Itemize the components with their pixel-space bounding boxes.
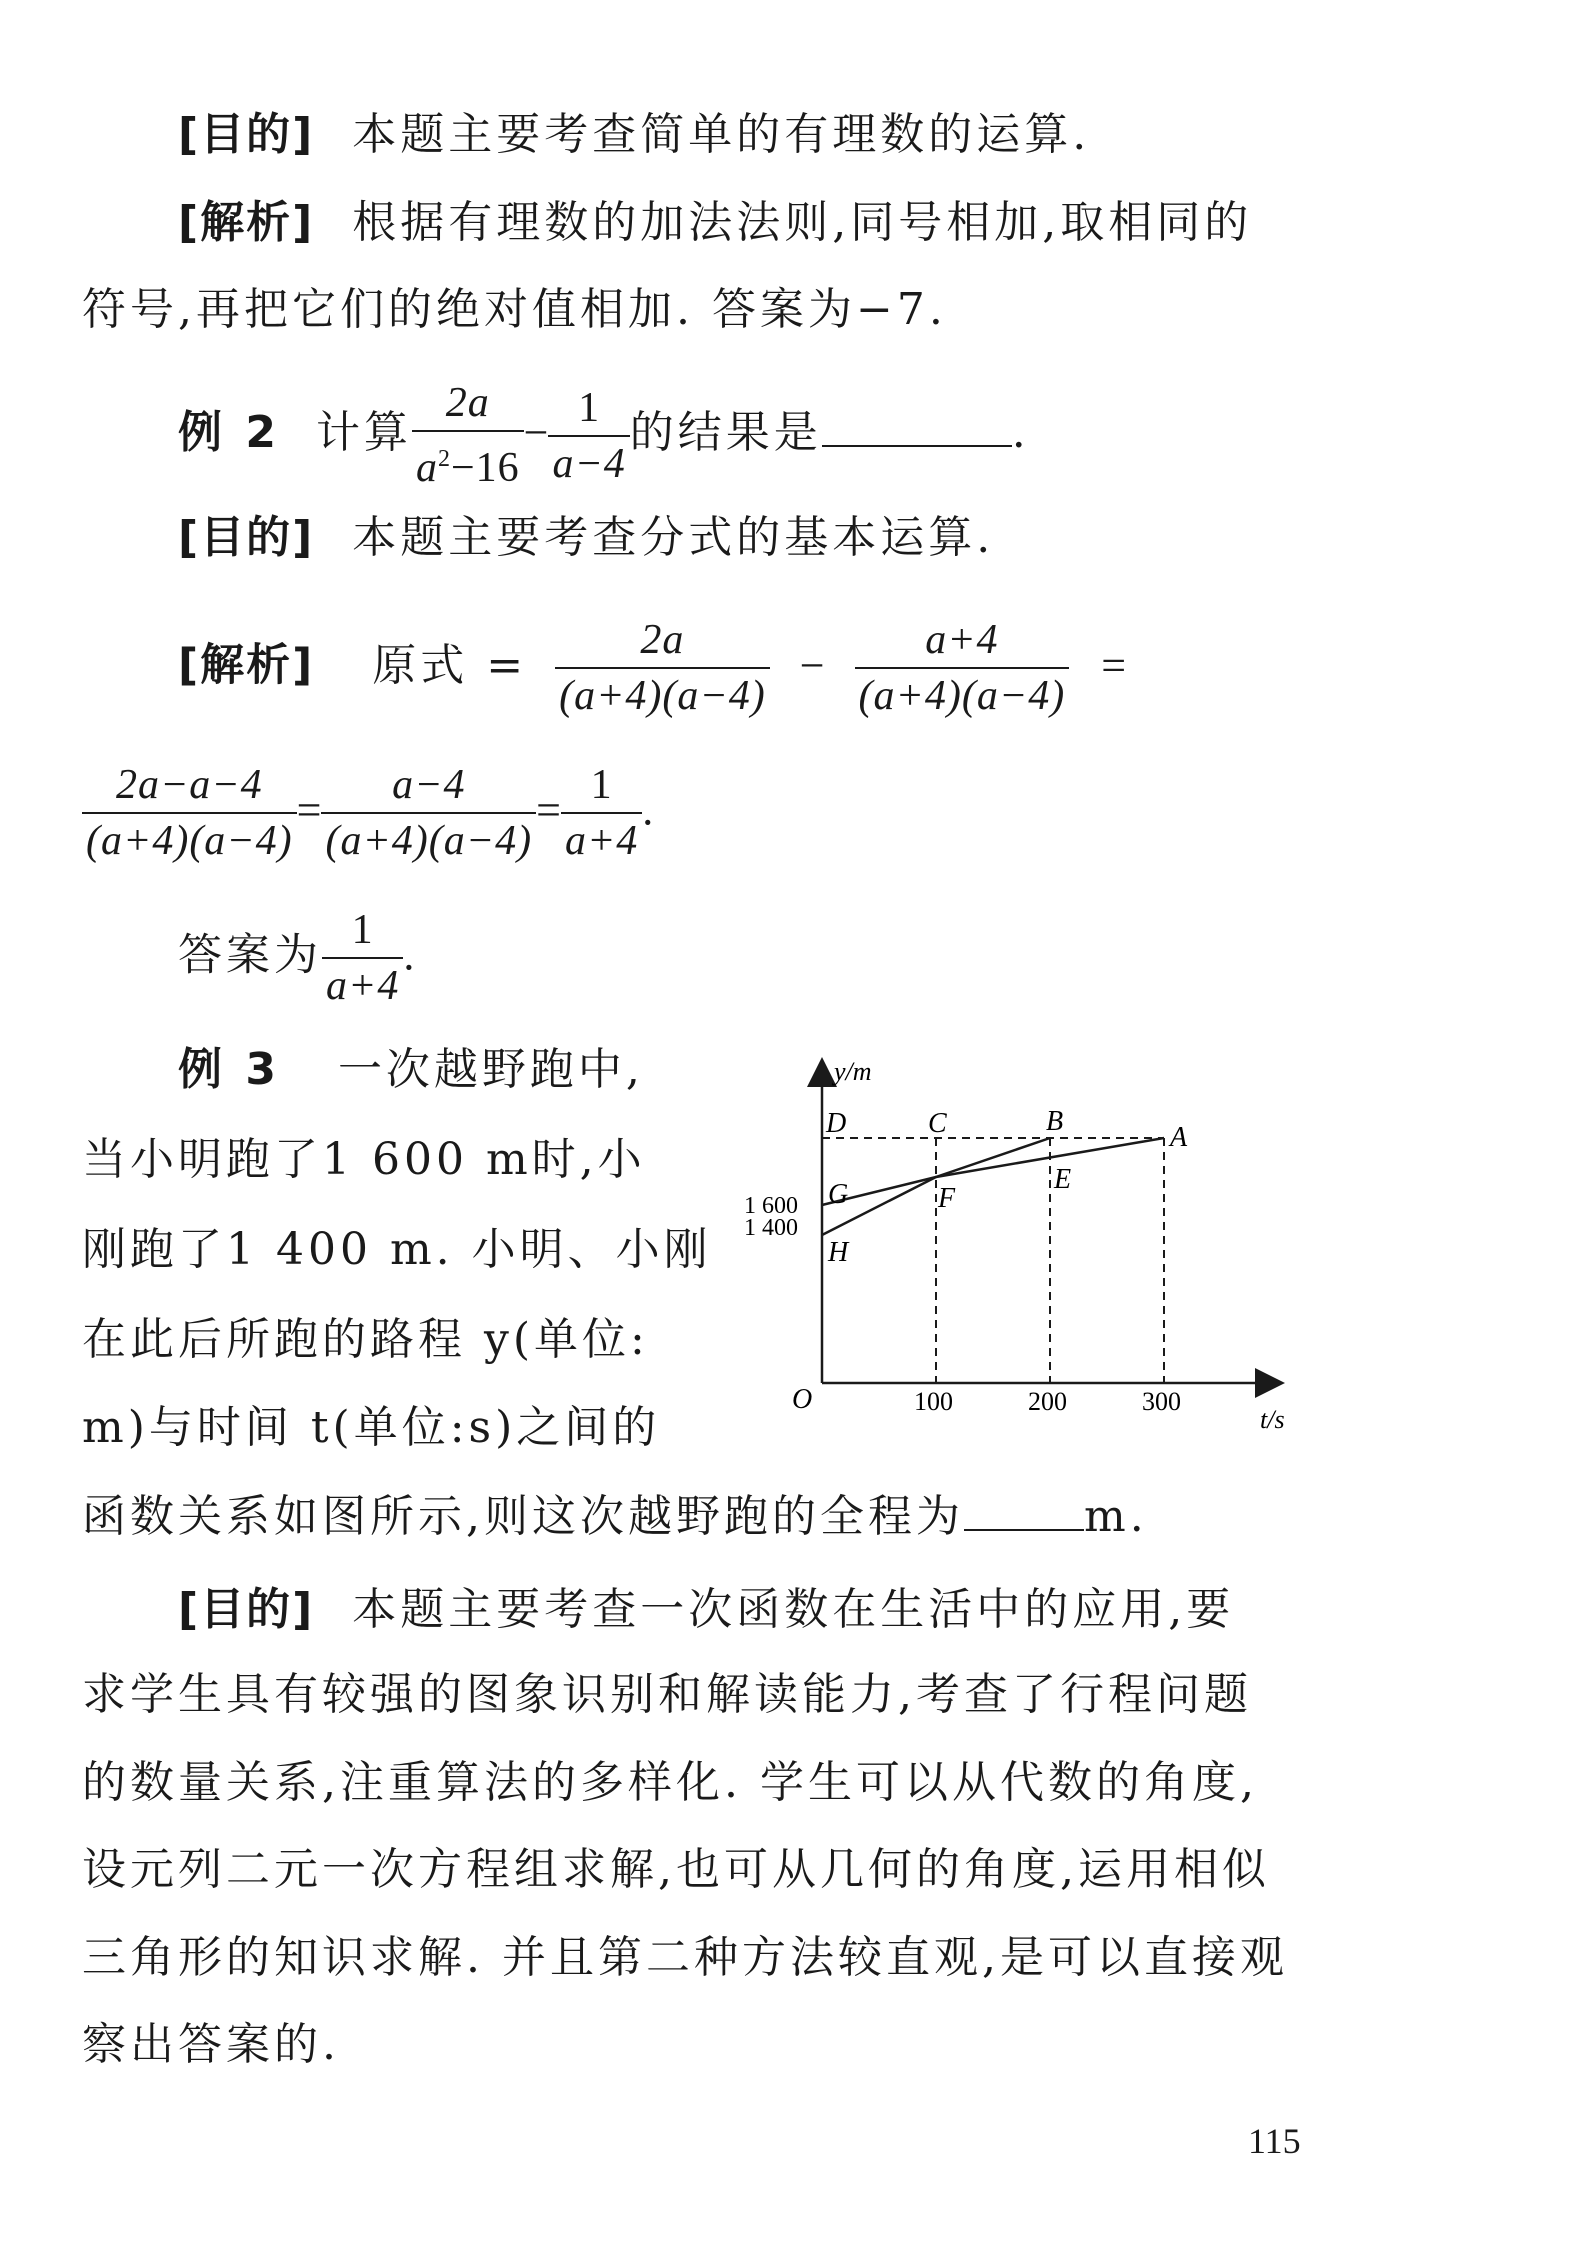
den-a: a [415, 445, 438, 491]
ex3-purpose-line2: 求学生具有较强的图象识别和解读能力,考查了行程问题 [82, 1669, 1252, 1720]
frac-denominator: a−4 [552, 440, 626, 487]
equals-sign: = [536, 785, 561, 835]
frac-denominator: (a+4)(a−4) [325, 818, 533, 864]
distance-time-graph [740, 1050, 1300, 1450]
minus-sign: − [523, 408, 549, 457]
purpose-text: 本题主要考查一次函数在生活中的应用,要 [352, 1584, 1235, 1635]
purpose-tag: [目的] [178, 109, 315, 160]
example2-period: . [1011, 407, 1030, 458]
purpose-tag: [目的] [178, 512, 315, 563]
step2-fraction-1 [82, 760, 297, 866]
step2-fraction-3 [561, 760, 642, 866]
ex3-line1 [178, 1040, 644, 1100]
point-label-f: F [938, 1183, 956, 1214]
point-label-a: A [1170, 1122, 1188, 1153]
x-axis-label: t/s [1260, 1405, 1285, 1434]
analysis-text: 根据有理数的加法法则,同号相加,取相同的 [352, 197, 1253, 248]
series-line-1 [822, 1138, 1164, 1205]
y-tick-label: 1 600 [744, 1193, 798, 1219]
point-label-h: H [828, 1237, 849, 1268]
answer-blank [964, 1485, 1084, 1531]
ex2-purpose [178, 508, 994, 568]
frac-denominator: a+4 [326, 963, 400, 1009]
purpose-text: 本题主要考查分式的基本运算. [352, 512, 995, 563]
point-label-d: D [826, 1108, 847, 1139]
fraction-1-over-a-4 [548, 383, 629, 489]
answer-prefix: 答案为 [178, 929, 322, 981]
ex3-line2: 当小明跑了1 600 m时,小 [82, 1134, 646, 1185]
ex3-line6-text: 函数关系如图所示,则这次越野跑的全程为 [82, 1491, 964, 1542]
step1-fraction-1 [555, 615, 770, 721]
equals-sign: = [1101, 640, 1127, 690]
analysis-tag: [解析] [178, 197, 315, 248]
den-rest: −16 [450, 445, 520, 491]
frac-numerator: a−4 [321, 760, 536, 814]
y-tick-label: 1 400 [744, 1215, 798, 1241]
answer-blank [822, 401, 1012, 447]
frac-numerator: 2a [555, 615, 770, 669]
minus-sign: − [799, 640, 825, 690]
origin-label: O [792, 1384, 813, 1415]
example2-question [178, 378, 1030, 493]
example2-prompt: 计算 [315, 407, 412, 458]
frac-denominator: (a+4)(a−4) [86, 818, 293, 864]
s1-analysis-line1 [178, 193, 1252, 253]
example2-suffix: 的结果是 [629, 407, 822, 458]
ex3-purpose-line6: 察出答案的. [82, 2019, 340, 2070]
purpose-text: 本题主要考查简单的有理数的运算. [352, 109, 1091, 160]
step1-fraction-2 [855, 615, 1070, 721]
analysis-tag: [解析] [178, 639, 315, 691]
example2-label: 例 2 [178, 407, 280, 458]
point-label-c: C [928, 1108, 947, 1139]
s1-purpose [178, 105, 1090, 165]
ex3-line4: 在此后所跑的路程 y(单位: [82, 1314, 649, 1365]
ex3-line3: 刚跑了1 400 m. 小明、小刚 [82, 1224, 712, 1275]
answer-fraction [322, 905, 403, 1011]
frac-denominator [412, 432, 524, 493]
ex3-line6 [82, 1485, 1148, 1547]
frac-denominator: (a+4)(a−4) [858, 673, 1066, 719]
point-label-b: B [1046, 1106, 1064, 1137]
analysis-lead: 原式 = [372, 639, 528, 691]
frac-numerator: 1 [548, 383, 629, 437]
ex3-line5: m)与时间 t(单位:s)之间的 [82, 1402, 661, 1453]
point-label-g: G [828, 1179, 849, 1210]
example3-label: 例 3 [178, 1044, 280, 1095]
ex3-purpose-line3: 的数量关系,注重算法的多样化. 学生可以从代数的角度, [82, 1757, 1258, 1808]
ex3-purpose-line5: 三角形的知识求解. 并且第二种方法较直观,是可以直接观 [82, 1932, 1288, 1983]
ex2-analysis-line2: $\frac{2a-a-4}{(a+4)(a-4)}$ = $\frac{a-4}{(a+4)(a-4)}$ = $\frac{1}{a+4}$ . [82, 760, 653, 866]
ex2-analysis-line1 [178, 615, 1126, 721]
x-tick-label: 100 [914, 1387, 953, 1416]
frac-denominator: a+4 [564, 818, 639, 864]
ex3-line1-text: 一次越野跑中, [337, 1044, 644, 1095]
frac-numerator: 1 [561, 760, 642, 814]
ex2-answer: 答案为 $\frac{1}{a+4}$ . [178, 907, 415, 1009]
x-tick-label: 200 [1028, 1387, 1067, 1416]
page-number: 115 [1248, 2121, 1301, 2161]
frac-numerator: 1 [322, 905, 403, 959]
x-tick-label: 300 [1142, 1387, 1181, 1416]
point-label-e: E [1054, 1164, 1072, 1195]
frac-numerator: 2a [412, 378, 524, 432]
frac-denominator: (a+4)(a−4) [559, 673, 766, 719]
fraction-2a-over-a2-16 [412, 378, 524, 493]
equals-sign: = [296, 785, 322, 835]
frac-numerator: 2a−a−4 [82, 760, 297, 814]
ex3-purpose-line4: 设元列二元一次方程组求解,也可从几何的角度,运用相似 [82, 1844, 1270, 1895]
y-axis-label: y/m [834, 1057, 872, 1086]
ex3-purpose-line1 [178, 1580, 1234, 1640]
s1-analysis-line2: 符号,再把它们的绝对值相加. 答案为−7. [82, 284, 947, 335]
ex3-line6-unit: m. [1084, 1491, 1148, 1542]
den-exponent: 2 [437, 446, 451, 472]
purpose-tag: [目的] [178, 1584, 315, 1635]
frac-numerator: a+4 [855, 615, 1070, 669]
step2-fraction-2 [321, 760, 536, 866]
